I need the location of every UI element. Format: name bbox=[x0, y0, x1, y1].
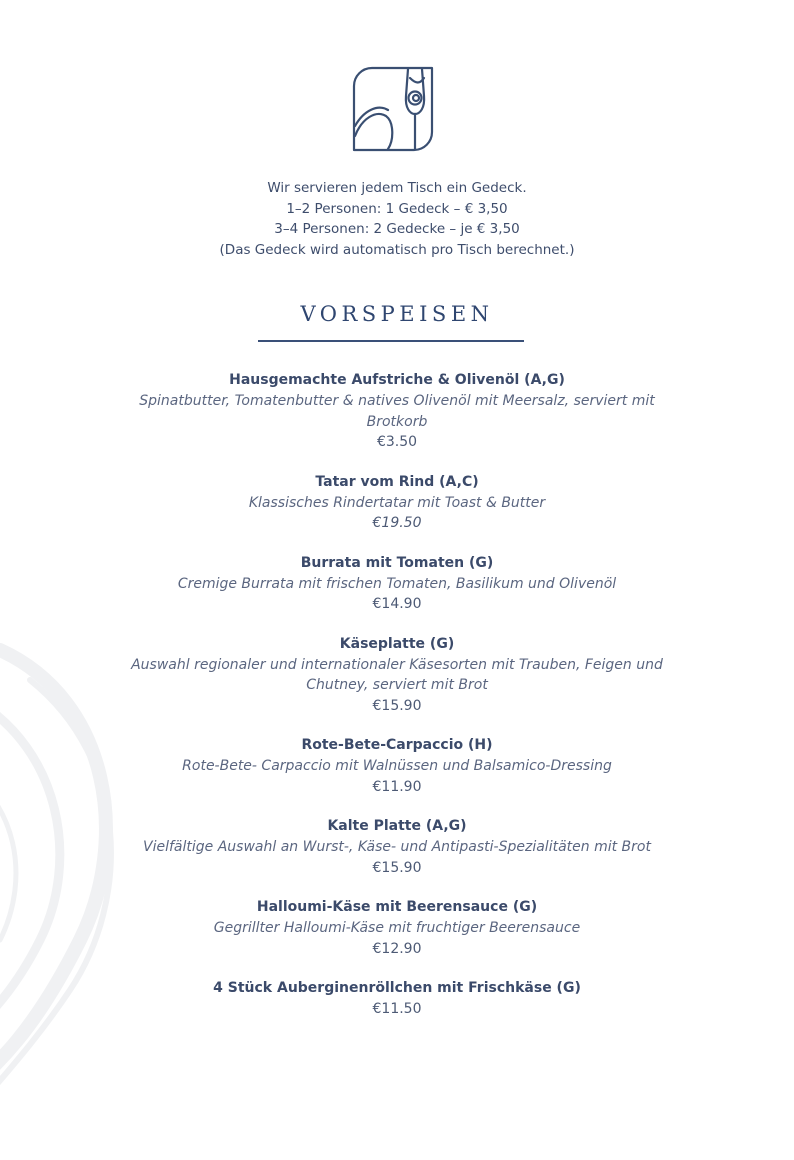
menu-item bbox=[0, 735, 794, 797]
dish-description: Rote-Bete- Carpaccio mit Walnüssen und Balsamico-Dressing bbox=[182, 758, 612, 774]
intro-line: (Das Gedeck wird automatisch pro Tisch berechnet.) bbox=[219, 241, 575, 258]
dish-name: Tatar vom Rind (A,C) bbox=[315, 473, 479, 490]
dish-name: Käseplatte (G) bbox=[339, 635, 455, 652]
dish-price: €11.90 bbox=[372, 778, 422, 795]
dish-description: Gegrillter Halloumi-Käse mit fruchtiger Beerensauce bbox=[213, 920, 581, 936]
intro-line: Wir servieren jedem Tisch ein Gedeck. bbox=[267, 180, 527, 196]
menu-item bbox=[0, 816, 794, 878]
dish-description: Vielfältige Auswahl an Wurst-, Käse- und Antipasti-Spezialitäten mit Brot bbox=[143, 839, 651, 855]
dish-price: €3.50 bbox=[376, 434, 418, 450]
menu-list bbox=[0, 370, 794, 1039]
dish-price: €15.90 bbox=[372, 859, 422, 876]
glass-and-plate-icon bbox=[352, 66, 434, 152]
dish-name: Halloumi-Käse mit Beerensauce (G) bbox=[256, 899, 538, 915]
menu-item bbox=[0, 634, 794, 717]
section-divider bbox=[258, 340, 524, 342]
dish-description: Auswahl regionaler und internationaler Käsesorten mit Trauben, Feigen und Chutney, serviert mit Brot bbox=[131, 656, 663, 693]
dish-name: Burrata mit Tomaten (G) bbox=[300, 554, 494, 571]
dish-description: Spinatbutter, Tomatenbutter & natives Olivenöl mit Meersalz, serviert mit Brotkorb bbox=[139, 393, 655, 430]
menu-item bbox=[0, 370, 794, 453]
dish-price: €12.90 bbox=[372, 940, 422, 957]
dish-name: Rote-Bete-Carpaccio (H) bbox=[301, 737, 493, 753]
dish-price: €19.50 bbox=[372, 515, 422, 531]
cover-charge-note bbox=[0, 178, 794, 260]
dish-description: Klassisches Rindertatar mit Toast & Butter bbox=[248, 494, 546, 511]
menu-item bbox=[0, 472, 794, 534]
menu-item bbox=[0, 553, 794, 615]
menu-item bbox=[0, 897, 794, 959]
dish-price: €15.90 bbox=[372, 697, 422, 714]
dish-description: Cremige Burrata mit frischen Tomaten, Basilikum und Olivenöl bbox=[177, 575, 617, 592]
dish-name: Hausgemachte Aufstriche & Olivenöl (A,G) bbox=[229, 372, 565, 388]
section-title: VORSPEISEN bbox=[300, 302, 494, 326]
dish-price: €14.90 bbox=[372, 596, 422, 612]
intro-line: 3–4 Personen: 2 Gedecke – je € 3,50 bbox=[274, 221, 520, 237]
dish-price: €11.50 bbox=[372, 1001, 422, 1017]
menu-item bbox=[0, 978, 794, 1020]
dish-name: Kalte Platte (A,G) bbox=[327, 818, 467, 834]
dish-name: 4 Stück Auberginenröllchen mit Frischkäse (G) bbox=[213, 980, 581, 996]
intro-line: 1–2 Personen: 1 Gedeck – € 3,50 bbox=[286, 200, 508, 217]
